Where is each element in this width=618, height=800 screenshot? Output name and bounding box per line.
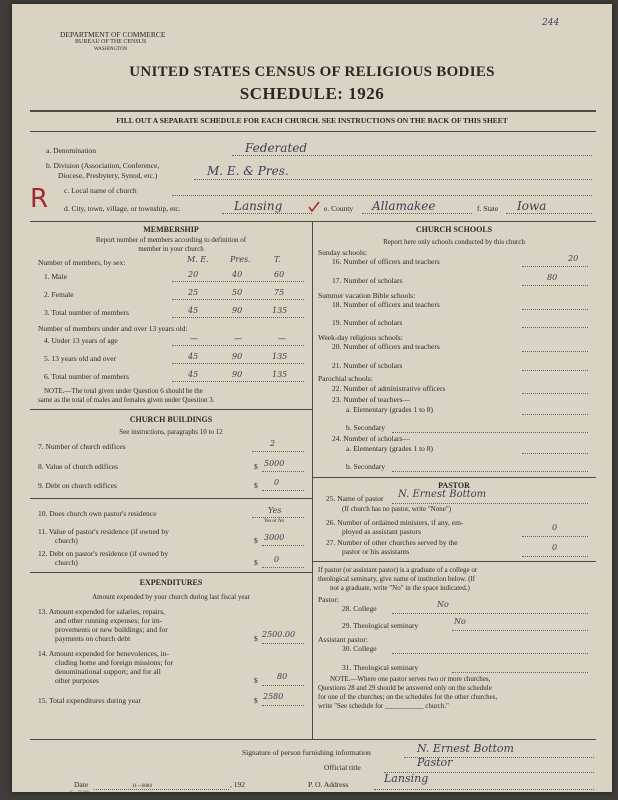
q27-label-1: 27. Number of other churches served by the [326, 538, 458, 547]
q29-line [452, 630, 588, 631]
graduate-note-2: theological seminary, give name of institution below. (If [318, 575, 476, 583]
form-title: UNITED STATES CENSUS OF RELIGIOUS BODIES [129, 64, 495, 80]
q1-pres: 40 [232, 270, 243, 279]
q9-dollar: $ [254, 481, 258, 490]
pastor-note-4: write "See schedule for ___________ church." [318, 702, 449, 710]
q11-label-2: church) [55, 536, 78, 545]
q3-me: 45 [188, 306, 199, 315]
q23a-label: a. Elementary (grades 1 to 8) [346, 405, 434, 414]
expenditures-sub: Amount expended by your church during last fiscal year [92, 593, 250, 601]
q9-line [262, 490, 304, 491]
q15-value: 2580 [263, 692, 284, 701]
q5-me: 45 [188, 352, 199, 361]
q18-line [522, 300, 588, 310]
membership-intro-1: Report number of members according to definition of [95, 236, 247, 244]
local-name-label: c. Local name of church [64, 186, 137, 195]
state-label: f. State [477, 204, 499, 213]
city-label: WASHINGTON [94, 47, 128, 52]
q1-me: 20 [188, 270, 199, 279]
q3-total: 135 [272, 306, 288, 315]
local-name-line [172, 195, 592, 196]
pastor-note-3: for one of the churches; on the schedules for the other churches, [318, 693, 498, 701]
q14-label-1: 14. Amount expended for benevolences, in- [38, 649, 170, 658]
department-label: DEPARTMENT OF COMMERCE [60, 30, 166, 39]
q21-line [522, 361, 588, 371]
county-value: Allamakee [372, 199, 436, 213]
city-town-line [222, 213, 312, 214]
schedule-title: SCHEDULE: 1926 [239, 84, 385, 103]
q13-label-3: provements or new buildings; and for [55, 625, 168, 634]
form-number: S—5518a [70, 791, 90, 796]
denomination-label: a. Denomination [46, 146, 96, 155]
date-label: Date [74, 780, 89, 789]
q20-label: 20. Number of officers and teachers [332, 342, 440, 351]
q31-label: 31. Theological seminary [342, 663, 419, 672]
q23b-line [392, 423, 588, 433]
buildings-rule [30, 409, 312, 410]
schools-intro: Report here only schools conducted by this church [383, 238, 525, 246]
q23b-label: b. Secondary [346, 423, 386, 432]
q8-value: 5000 [264, 459, 285, 468]
q7-label: 7. Number of church edifices [38, 442, 126, 451]
q15-dollar: $ [254, 696, 258, 705]
q24-label: 24. Number of scholars— [332, 434, 410, 443]
state-line [506, 213, 592, 214]
column-divider [312, 221, 313, 739]
po-address-label: P. O. Address [308, 780, 349, 789]
pastor-note-2: Questions 28 and 29 should be answered only on the schedule [318, 684, 492, 692]
official-title-value: Pastor [417, 756, 453, 769]
graduate-note-1: If pastor (or assistant pastor) is a graduate of a college or [318, 566, 478, 574]
q14-line [262, 685, 304, 686]
q14-label-2: cluding home and foreign missions; for [55, 658, 174, 667]
summer-label: Summer vacation Bible schools: [318, 291, 416, 300]
q6-total: 135 [272, 370, 288, 379]
county-line [362, 213, 472, 214]
body-bottom-rule [30, 739, 596, 740]
membership-note-1: NOTE.—The total given under Question 6 should be the [44, 387, 203, 395]
q30-line [392, 653, 588, 654]
po-address-line [374, 789, 594, 790]
q17-value: 80 [547, 273, 558, 282]
graduate-note-3: not a graduate, write "No" in the space indicated.) [330, 584, 470, 592]
q5-line [172, 363, 304, 364]
q1-total: 60 [274, 270, 285, 279]
bureau-label: BUREAU OF THE CENSUS [75, 39, 147, 45]
q8-dollar: $ [254, 462, 258, 471]
q13-label-4: payments on church debt [55, 634, 131, 643]
city-town-label: d. City, town, village, or township, etc. [64, 204, 181, 213]
age-label: Number of members under and over 13 years old: [38, 324, 188, 333]
signature-value: N. Ernest Bottom [417, 742, 514, 755]
q5-label: 5. 13 years old and over [44, 354, 117, 363]
col-me-header: M. E. [187, 255, 209, 264]
q24a-label: a. Elementary (grades 1 to 8) [346, 444, 434, 453]
division-label-1: b. Division (Association, Conference, [46, 161, 160, 170]
yes-no-hint: Yes or No [264, 519, 285, 524]
q6-me: 45 [188, 370, 199, 379]
q26-label-2: ployed as assistant pastors [342, 527, 421, 536]
q24a-line [522, 444, 588, 454]
pastor-heading: PASTOR [438, 481, 470, 490]
q19-label: 19. Number of scholars [332, 318, 403, 327]
col-pres-header: Pres. [230, 255, 251, 264]
q4-pres: — [234, 334, 242, 343]
q26-line [522, 536, 588, 537]
q3-line [172, 317, 304, 318]
q30-label: 30. College [342, 644, 377, 653]
q4-label: 4. Under 13 years of age [44, 336, 118, 345]
q24b-label: b. Secondary [346, 462, 386, 471]
q23-label: 23. Number of teachers— [332, 395, 410, 404]
schools-heading: CHURCH SCHOOLS [415, 225, 493, 234]
q29-value: No [454, 617, 466, 626]
red-check-mark [307, 200, 321, 214]
division-line [194, 179, 592, 180]
weekday-label: Week-day religious schools: [318, 333, 403, 342]
q12-label-2: church) [55, 558, 78, 567]
q27-line [522, 556, 588, 557]
q25-line [392, 503, 588, 504]
date-line [94, 789, 229, 790]
college-rule [312, 561, 596, 562]
q7-line [252, 451, 304, 452]
pastor-note-1: NOTE.—Where one pastor serves two or more churches, [330, 675, 491, 683]
q31-line [452, 672, 588, 673]
q12-label-1: 12. Debt on pastor's residence (if owned by [38, 549, 169, 558]
q12-line [262, 567, 304, 568]
q2-total: 75 [274, 288, 285, 297]
division-value: M. E. & Pres. [207, 164, 289, 178]
q11-value: 3000 [264, 533, 285, 542]
expenditures-rule [30, 572, 312, 573]
q28-value: No [437, 600, 449, 609]
census-form-sheet [12, 4, 612, 796]
official-title-label: Official title [324, 763, 361, 772]
body-top-rule [30, 221, 596, 222]
expenditures-heading: EXPENDITURES [139, 578, 203, 587]
q5-pres: 90 [232, 352, 243, 361]
date-year: , 192 [230, 780, 245, 789]
q25-label: 25. Name of pastor [326, 494, 384, 503]
sunday-label: Sunday schools: [318, 248, 367, 257]
q14-label-4: other purposes [55, 676, 99, 685]
q21-label: 21. Number of scholars [332, 361, 403, 370]
q16-label: 16. Number of officers and teachers [332, 257, 440, 266]
state-value: Iowa [517, 199, 547, 213]
instruction-line: FILL OUT A SEPARATE SCHEDULE FOR EACH CHURCH. SEE INSTRUCTIONS ON THE BACK OF THIS SHEET [116, 116, 508, 125]
pastor-sub-label: Pastor: [318, 595, 339, 604]
q13-dollar: $ [254, 634, 258, 643]
q11-dollar: $ [254, 536, 258, 545]
q27-label-2: pastor or his assistants [342, 547, 410, 556]
buildings-heading: CHURCH BUILDINGS [129, 415, 213, 424]
q15-line [262, 705, 304, 706]
q25-value: N. Ernest Bottom [398, 489, 487, 500]
q6-pres: 90 [232, 370, 243, 379]
q28-line [392, 613, 588, 614]
city-town-value: Lansing [234, 199, 283, 213]
q1-line [172, 281, 304, 282]
q5-total: 135 [272, 352, 288, 361]
instruction-rule [30, 131, 596, 132]
q9-value: 0 [274, 478, 280, 487]
q12-dollar: $ [254, 558, 258, 567]
q14-value: 80 [277, 672, 288, 681]
county-label: e. County [324, 204, 354, 213]
q8-label: 8. Value of church edifices [38, 462, 119, 471]
q14-label-3: denominational support; and for all [55, 667, 161, 676]
q13-line [262, 643, 304, 644]
q17-label: 17. Number of scholars [332, 276, 403, 285]
q22-line [522, 384, 588, 394]
denomination-line [232, 155, 592, 156]
membership-intro-2: member in your church [138, 245, 204, 253]
col-total-header: T. [274, 255, 281, 264]
q3-total-label: 3. Total number of members [44, 308, 129, 317]
q12-value: 0 [274, 555, 280, 564]
pastor-rule [312, 477, 596, 478]
q22-label: 22. Number of administrative officers [332, 384, 446, 393]
q2-line [172, 299, 304, 300]
q24b-line [392, 462, 588, 472]
q15-label: 15. Total expenditures during year [38, 696, 141, 705]
q2-female-label: 2. Female [44, 290, 74, 299]
denomination-value: Federated [245, 141, 308, 155]
q13-value: 2500.00 [262, 630, 296, 639]
residence-rule [30, 498, 312, 499]
q1-male-label: 1. Male [44, 272, 67, 281]
q8-line [262, 471, 304, 472]
q29-label: 29. Theological seminary [342, 621, 419, 630]
q11-label-1: 11. Value of pastor's residence (if owned by [38, 527, 169, 536]
membership-heading: MEMBERSHIP [143, 225, 199, 234]
q23a-line [522, 405, 588, 415]
q3-pres: 90 [232, 306, 243, 315]
signature-label: Signature of person furnishing information [242, 748, 371, 757]
q13-label-1: 13. Amount expended for salaries, repairs, [38, 607, 166, 616]
header-rule [30, 110, 596, 112]
q10-value: Yes [268, 506, 282, 515]
q18-label: 18. Number of officers and teachers [332, 300, 440, 309]
q6-label: 6. Total number of members [44, 372, 129, 381]
q11-line [262, 545, 304, 546]
q28-label: 28. College [342, 604, 377, 613]
po-address-value: Lansing [384, 772, 429, 785]
q19-line [522, 318, 588, 328]
q26-label-1: 26. Number of ordained ministers, if any, em- [326, 518, 464, 527]
q2-me: 25 [188, 288, 199, 297]
q6-line [172, 381, 304, 382]
q26-value: 0 [552, 523, 558, 532]
red-r-mark: R [30, 184, 49, 214]
buildings-sub: See instructions, paragraphs 10 to 12 [119, 428, 223, 436]
members-by-sex-label: Number of members, by sex: [38, 258, 126, 267]
q9-label: 9. Debt on church edifices [38, 481, 117, 490]
print-number: 11—6084 [132, 784, 152, 789]
q25-hint: (If church has no pastor, write "None") [342, 505, 452, 513]
parochial-label: Parochial schools: [318, 374, 373, 383]
q20-line [522, 342, 588, 352]
q7-value: 2 [270, 439, 276, 448]
q10-line [252, 517, 304, 518]
q27-value: 0 [552, 543, 558, 552]
q4-me: — [190, 334, 198, 343]
membership-note-2: same as the total of males and females given under Question 3. [38, 396, 215, 404]
q14-dollar: $ [254, 676, 258, 685]
division-label-2: Diocese, Presbytery, Synod, etc.) [58, 171, 158, 180]
q4-line [172, 345, 304, 346]
q13-label-2: and other running expenses; for im- [55, 616, 163, 625]
q2-pres: 50 [232, 288, 243, 297]
q4-total: — [278, 334, 286, 343]
q10-label: 10. Does church own pastor's residence [38, 509, 157, 518]
page-number: 244 [542, 18, 560, 28]
assistant-pastor-label: Assistant pastor: [318, 635, 368, 644]
q16-value: 20 [568, 254, 579, 263]
